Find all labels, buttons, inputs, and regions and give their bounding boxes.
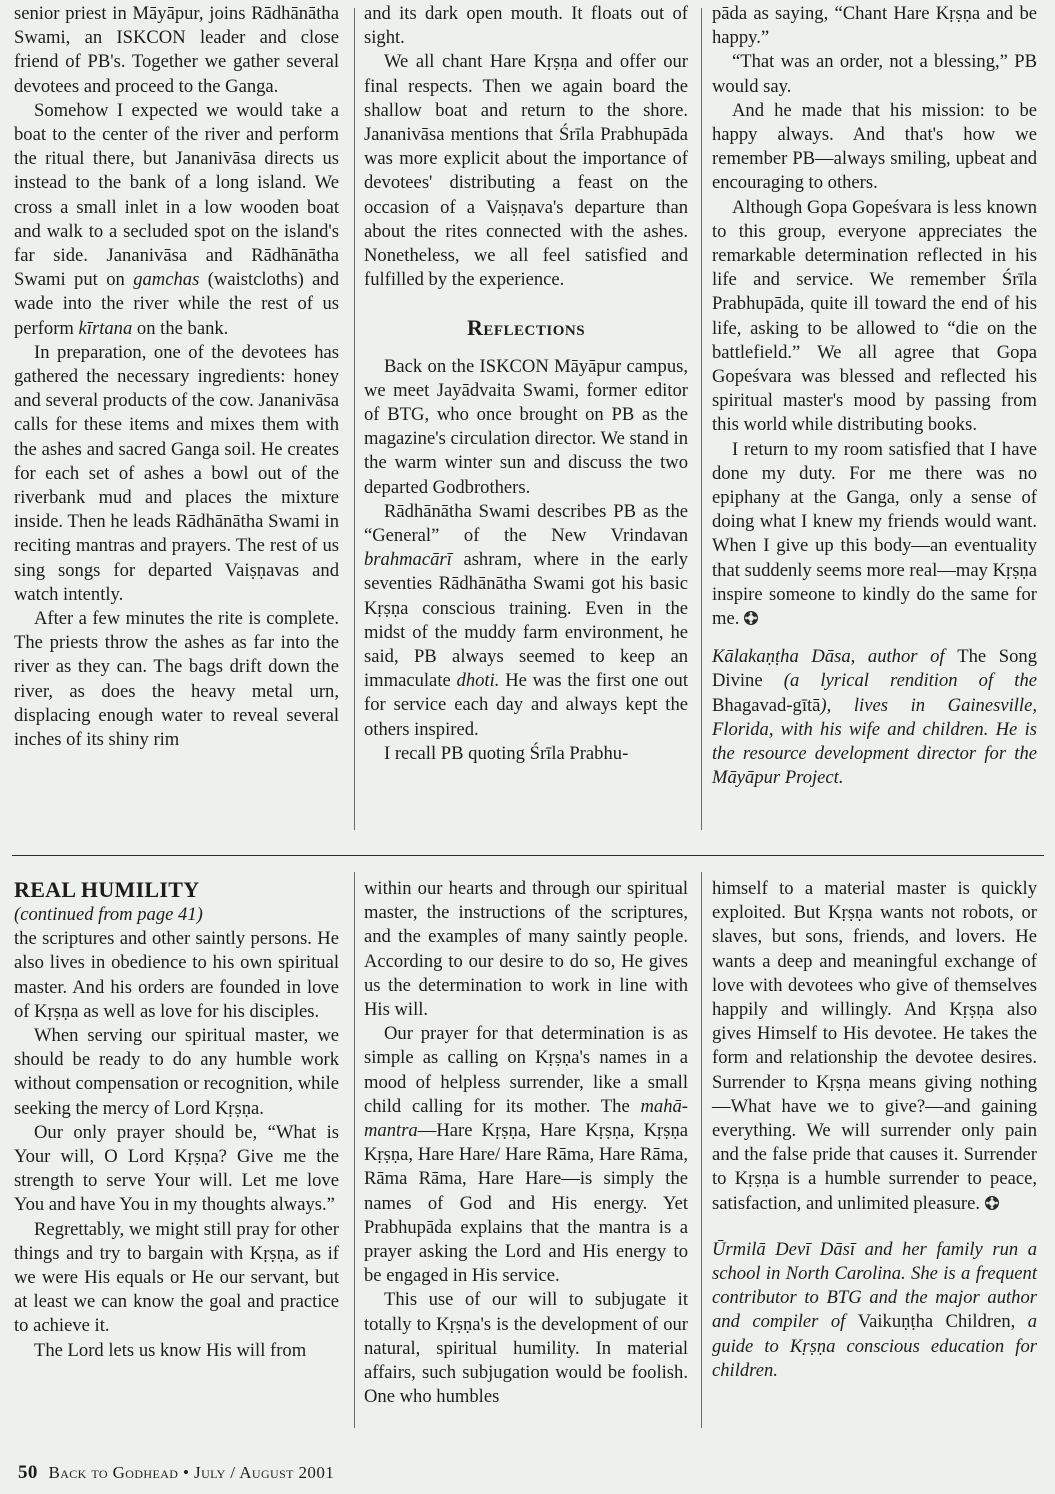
paragraph: “That was an order, not a blessing,” PB would say. bbox=[712, 51, 1037, 97]
paragraph: Our only prayer should be, “What is Your will, O Lord Kṛṣṇa? Give me the strength to serve Your will. Let me love You and have You in my thoughts always.” bbox=[14, 1121, 339, 1216]
continued-note: (continued from page 41) bbox=[14, 904, 203, 925]
column-rule bbox=[354, 8, 355, 830]
paragraph: After a few minutes the rite is complete. The priests throw the ashes as far into the river as they can. The bags drift down the river, as does the heavy metal urn, displacing enough water to reveal several inches of its shiny rim bbox=[14, 608, 339, 751]
paragraph: This use of our will to subjugate it totally to Kṛṣṇa's is the development of our natural, spiritual humility. In material affairs, such subjugation would be foolish. One who humbles bbox=[364, 1289, 688, 1408]
page-number: 50 bbox=[18, 1462, 38, 1483]
author-byline: Ūrmilā Devī Dāsī and her family run a school in North Carolina. She is a frequent contributor to BTG and the major author and compiler of Vaikuṇṭha Children, a guide to Kṛṣṇa conscious education for children. bbox=[712, 1238, 1038, 1381]
author-byline: Kālakaṇṭha Dāsa, author of The Song Divine (a lyrical rendition of the Bhagavad-gītā), lives in Gainesville, Florida, with his wife and children. He is the resource development director for the Māyāpur Project. bbox=[712, 646, 1037, 789]
article-column-2 bbox=[364, 2, 688, 766]
paragraph: Somehow I expected we would take a boat to the center of the river and perform the ritual there, but Jananivāsa directs us instead to the bank of a long island. We cross a small inlet in a low wooden boat and walk to a secluded spot on the island's far side. Jananivāsa and Rādhānātha Swami put on gamchas (waistcloths) and wade into the river while the rest of us perform kīrtana on the bank. bbox=[14, 99, 340, 339]
paragraph: Rādhānātha Swami describes PB as the “General” of the New Vrindavan brahmacārī ashram, where in the early seventies Rādhānātha Swami got his basic Kṛṣṇa conscious training. Even in the midst of the muddy farm environment, he said, PB always seemed to keep an immaculate dhoti. He was the first one out for service each day and always kept the others inspired. bbox=[364, 500, 688, 740]
paragraph: the scriptures and other saintly persons. He also lives in obedience to his own spiritual master. And his orders are founded in love of Kṛṣṇa as well as love for his disciples. bbox=[14, 928, 339, 1022]
column-rule bbox=[701, 872, 702, 1428]
paragraph: In preparation, one of the devotees has gathered the necessary ingredients: honey and several products of the cow. Jananivāsa calls for these items and mixes them with the ashes and sacred Ganga soil. He creates for each set of ashes a bowl out of the riverbank mud and places the mixture inside. Then he leads Rādhānātha Swami in reciting mantras and prayers. The rest of us sing songs for departed Vaiṣṇavas and watch intently. bbox=[14, 341, 339, 605]
article-column-1 bbox=[14, 2, 339, 752]
paragraph: himself to a material master is quickly exploited. But Kṛṣṇa wants not robots, or slaves, but sons, friends, and lovers. He wants a deep and meaningful exchange of love with devotees who give of themselves happily and willingly. And Kṛṣṇa also gives Himself to His devotee. He takes the form and relationship the devotee desires. Surrender to Kṛṣṇa means giving nothing—What have we to give?—and gaining everything. We will surrender only pain and the false pride that causes it. Surrender to Kṛṣṇa is a humble surrender to peace, satisfaction, and unlimited pleasure. bbox=[712, 878, 1037, 1214]
end-mark-icon bbox=[984, 1195, 1000, 1211]
paragraph: I recall PB quoting Śrīla Prabhu- bbox=[384, 742, 629, 764]
paragraph: within our hearts and through our spiritual master, the instructions of the scriptures, and the examples of many saintly people. According to our desire to do so, He gives us the determination to work in line with His will. bbox=[364, 878, 688, 1021]
article-column-5 bbox=[364, 877, 688, 1409]
column-rule bbox=[701, 8, 702, 830]
paragraph: senior priest in Māyāpur, joins Rādhānātha Swami, an ISKCON leader and close friend of PB's. Together we gather several devotees and proceed to the Ganga. bbox=[14, 3, 339, 97]
paragraph: The Lord lets us know His will from bbox=[34, 1339, 307, 1361]
article-column-6 bbox=[712, 877, 1037, 1383]
page-footer bbox=[18, 1462, 334, 1484]
paragraph: and its dark open mouth. It floats out of sight. bbox=[364, 3, 688, 49]
paragraph: Regrettably, we might still pray for other things and try to bargain with Kṛṣṇa, as if we were His equals or He our servant, but at least we can know the goal and practice to achieve it. bbox=[14, 1218, 339, 1337]
end-mark-icon bbox=[743, 610, 759, 626]
paragraph: Our prayer for that determination is as simple as calling on Kṛṣṇa's names in a mood of helpless surrender, like a small child calling for its mother. The mahā-mantra—Hare Kṛṣṇa, Hare Kṛṣṇa, Kṛṣṇa Kṛṣṇa, Hare Hare/ Hare Rāma, Hare Rāma, Rāma Rāma, Hare Hare—is simply the names of God and His energy. Yet Prabhupāda explains that the mantra is a prayer asking the Lord and His energy to be engaged in His service. bbox=[364, 1023, 688, 1287]
paragraph: When serving our spiritual master, we should be ready to do any humble work without compensation or recognition, while seeking the mercy of Lord Kṛṣṇa. bbox=[14, 1025, 339, 1119]
article-column-4 bbox=[14, 877, 339, 1363]
issue-date: July / August 2001 bbox=[194, 1463, 335, 1482]
paragraph: Back on the ISKCON Māyāpur campus, we meet Jayādvaita Swami, former editor of BTG, who once brought on PB as the magazine's circulation director. We stand in the warm winter sun and discuss the two departed Godbrothers. bbox=[364, 355, 688, 498]
paragraph: And he made that his mission: to be happy always. And that's how we remember PB—always smiling, upbeat and encouraging to others. bbox=[712, 99, 1037, 194]
paragraph: pāda as saying, “Chant Hare Kṛṣṇa and be happy.” bbox=[712, 3, 1037, 49]
section-divider bbox=[12, 855, 1044, 856]
column-rule bbox=[354, 872, 355, 1428]
paragraph: Although Gopa Gopeśvara is less known to this group, everyone appreciates the remarkable determination reflected in his life and service. We remember Śrīla Prabhupāda, quite ill toward the end of his life, asking to be allowed to “die on the battlefield.” We all agree that Gopa Gopeśvara was blessed and reflected his spiritual master's mood by passing from this world while distributing books. bbox=[712, 196, 1037, 436]
footer-bullet: • bbox=[183, 1463, 190, 1482]
paragraph: I return to my room satisfied that I have done my duty. For me there was no epiphany at the Ganga, only a sense of doing what I knew my friends would want. When I give up this body—an eventuality that suddenly seems more real—may Kṛṣṇa inspire someone to kindly do the same for me. bbox=[712, 438, 1037, 630]
article-title: REAL HUMILITY bbox=[14, 877, 200, 902]
magazine-name: Back to Godhead bbox=[48, 1463, 179, 1482]
section-heading: Reflections bbox=[466, 315, 586, 341]
article-column-3 bbox=[712, 2, 1037, 791]
paragraph: We all chant Hare Kṛṣṇa and offer our final respects. Then we again board the shallow boat and return to the shore. Jananivāsa mentions that Śrīla Prabhupāda was more explicit about the importance of devotees' distributing a feast on the occasion of a Vaiṣṇava's departure than about the rites connected with the ashes. Nonetheless, we all feel satisfied and fulfilled by the experience. bbox=[364, 51, 688, 291]
